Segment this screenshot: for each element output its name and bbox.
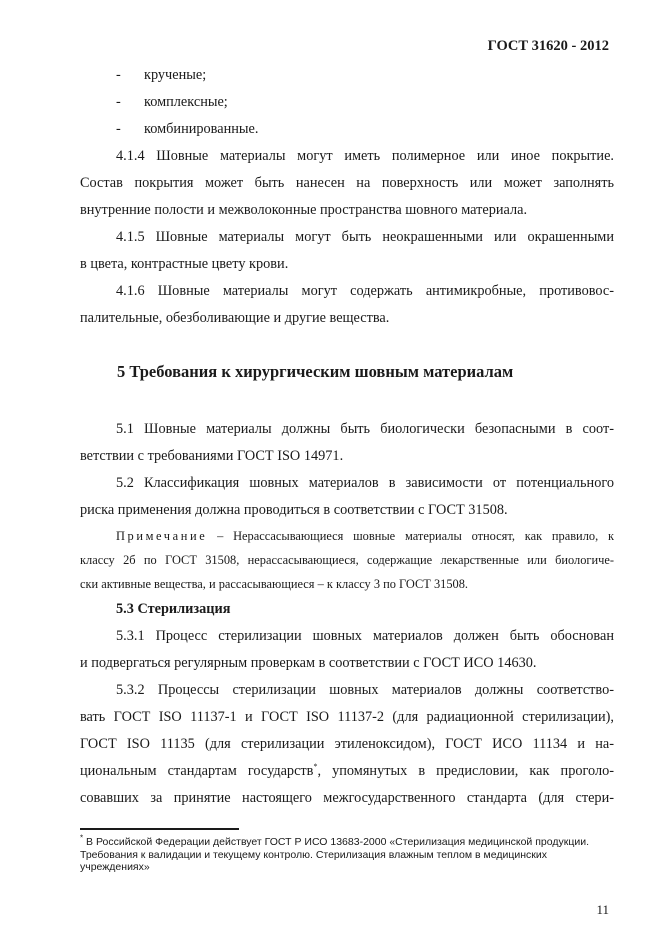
footnote-text: В Российской Федерации действует ГОСТ Р ИСО 13683-2000 «Стерилизация медицинской продукции. Требования к валидации и текущему контролю. Стерилизация влажным теплом в медицинских учреждениях» [80,836,589,873]
paragraph-4-1-4-line: 4.1.4 Шовные материалы могут иметь полимерное или иное покрытие. [116,148,614,164]
paragraph-5-1-line: ветствии с требованиями ГОСТ ISO 14971. [80,448,344,464]
paragraph-5-3-2-line: ГОСТ ISO 11135 (для стерилизации этиленоксидом), ГОСТ ИСО 11134 и на- [80,736,614,752]
page-body [80,62,614,332]
paragraph-5-2-line: 5.2 Классификация шовных материалов в зависимости от потенциального [116,475,614,491]
page-number: 11 [596,902,609,917]
paragraph-4-1-6-line: палительные, обезболивающие и другие вещества. [80,310,390,326]
paragraph-4-1-4-line: внутренние полости и межволоконные пространства шовного материала. [80,202,528,218]
paragraph-4-1-6-line: 4.1.6 Шовные материалы могут содержать антимикробные, противовос- [116,283,614,299]
list-item: - комбинированные. [116,121,259,137]
paragraph-5-3-2-line: вать ГОСТ ISO 11137-1 и ГОСТ ISO 11137-2 (для радиационной стерилизации), [80,709,614,725]
note-label: Примечание [116,529,208,543]
paragraph-5-3-1-line: 5.3.1 Процесс стерилизации шовных материалов должен быть обоснован [116,628,614,644]
paragraph-5-3-2-line: 5.3.2 Процессы стерилизации шовных материалов должны соответство- [116,682,614,698]
paragraph-5-3-1-line: и подвергаться регулярным проверкам в соответствии с ГОСТ ИСО 14630. [80,655,537,671]
note-line: классу 2б по ГОСТ 31508, нерассасывающиеся, содержащие лекарственные или биологиче- [80,553,614,567]
paragraph-4-1-5-line: 4.1.5 Шовные материалы могут быть неокрашенными или окрашенными [116,229,614,245]
list-item: - комплексные; [116,94,228,110]
paragraph-5-3-2-line: совавших за принятие настоящего межгосударственного стандарта (для стери- [80,790,614,806]
footnote-divider [80,828,239,830]
paragraph-5-1-line: 5.1 Шовные материалы должны быть биологически безопасными в соот- [116,421,614,437]
list-item: - кручeные; [116,67,207,83]
note-line: Примечание – Нерассасывающиеся шовные материалы относят, как правило, к [116,529,614,543]
paragraph-4-1-5-line: в цвета, контрастные цвету крови. [80,256,289,272]
section-5-body [80,416,614,812]
subsection-5-3-heading: 5.3 Стерилизация [116,601,231,617]
footnote-reference-mark: * [313,762,318,772]
paragraph-5-2-line: риска применения должна проводиться в соответствии с ГОСТ 31508. [80,502,508,518]
paragraph-4-1-4-line: Состав покрытия может быть нанесен на поверхность или может заполнять [80,175,614,191]
section-5-heading: 5 Требования к хирургическим шовным материалам [117,362,514,381]
note-line: ски активные вещества, и рассасывающиеся – к классу 3 по ГОСТ 31508. [80,577,469,591]
paragraph-5-3-2-line: циональным стандартам государств*, упомянутых в предисловии, как проголо- [80,762,614,779]
document-code-header: ГОСТ 31620 - 2012 [487,38,609,54]
footnote [80,833,612,874]
footnote-mark: * [80,833,84,843]
